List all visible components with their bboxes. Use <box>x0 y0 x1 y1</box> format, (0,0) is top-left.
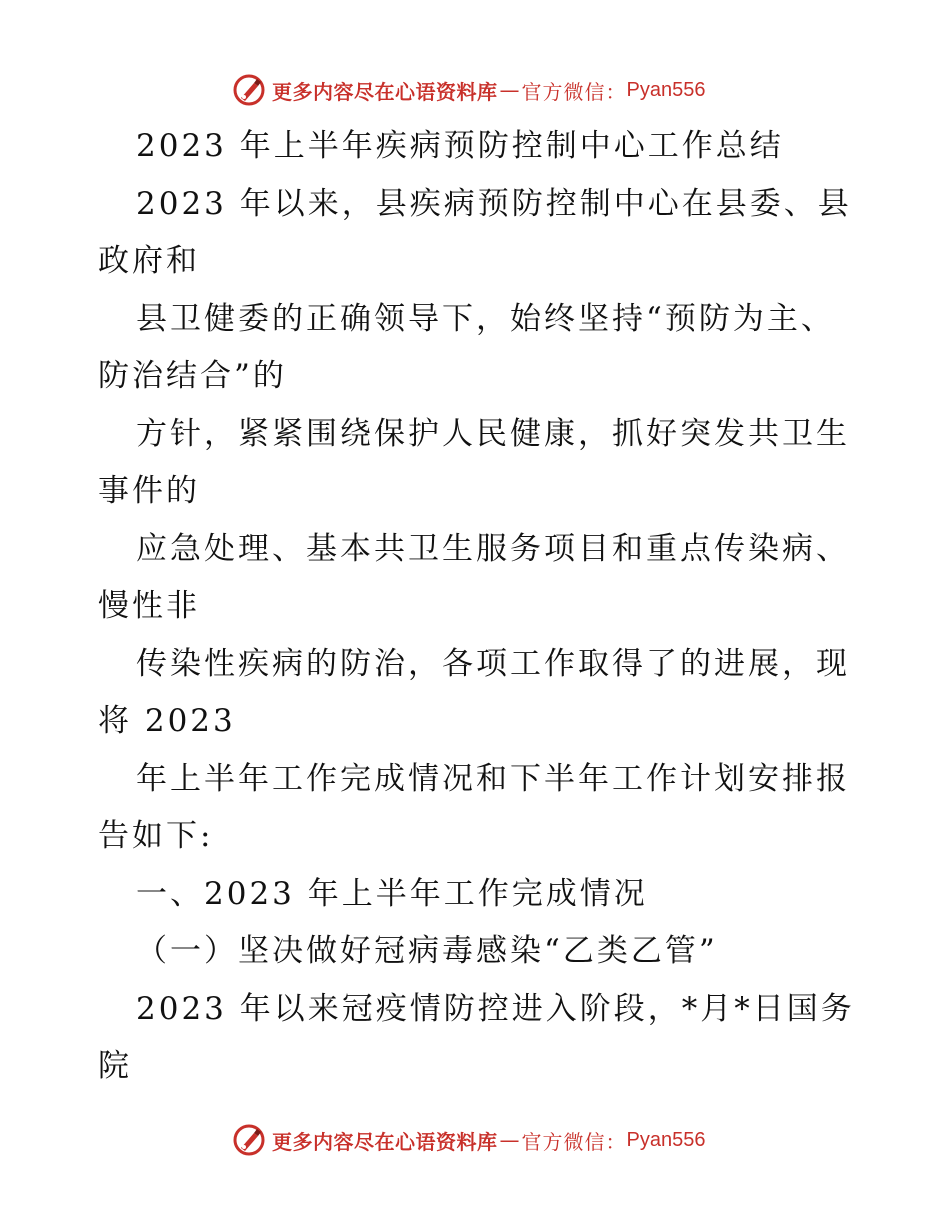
watermark-text: 更多内容尽在心语资料库 <box>272 79 498 104</box>
text-line: 年上半年工作完成情况和下半年工作计划安排报 <box>136 760 850 797</box>
section-heading: 一、2023 年上半年工作完成情况 <box>136 875 648 912</box>
watermark-wechat-id: Pyan556 <box>626 78 706 101</box>
text-line: 传染性疾病的防治，各项工作取得了的进展，现 <box>136 645 850 682</box>
text-line: 慢性非 <box>98 588 200 624</box>
text-line: 院 <box>98 1048 132 1084</box>
text-line: 县卫健委的正确领导下，始终坚持“预防为主、 <box>136 300 835 337</box>
text-line: 2023 年以来，县疾病预防控制中心在县委、县 <box>136 185 852 222</box>
text-line: 方针，紧紧围绕保护人民健康，抓好突发共卫生 <box>136 415 850 452</box>
watermark-banner-top <box>232 70 705 110</box>
pen-circle-logo-icon <box>232 73 266 107</box>
watermark-text: 更多内容尽在心语资料库 <box>272 1129 498 1154</box>
text-line: 事件的 <box>98 473 200 509</box>
document-body <box>98 118 858 1096</box>
text-line: 将 2023 <box>98 703 236 739</box>
text-line: 告如下: <box>98 818 214 854</box>
text-line: 应急处理、基本共卫生服务项目和重点传染病、 <box>136 530 850 567</box>
watermark-wechat-label: 官方微信： <box>521 1129 627 1154</box>
watermark-separator: — <box>499 1128 520 1152</box>
text-line: 2023 年以来冠疫情防控进入阶段，*月*日国务 <box>136 990 855 1027</box>
document-title: 2023 年上半年疾病预防控制中心工作总结 <box>136 128 784 164</box>
watermark-separator: — <box>499 78 520 102</box>
text-line: 防治结合”的 <box>98 358 287 394</box>
pen-circle-logo-icon <box>232 1123 266 1157</box>
watermark-wechat-label: 官方微信： <box>521 79 627 104</box>
watermark-wechat-id: Pyan556 <box>626 1128 706 1151</box>
subsection-heading: （一）坚决做好冠病毒感染“乙类乙管” <box>136 933 718 969</box>
watermark-banner-bottom <box>232 1120 705 1160</box>
text-line: 政府和 <box>98 243 200 279</box>
